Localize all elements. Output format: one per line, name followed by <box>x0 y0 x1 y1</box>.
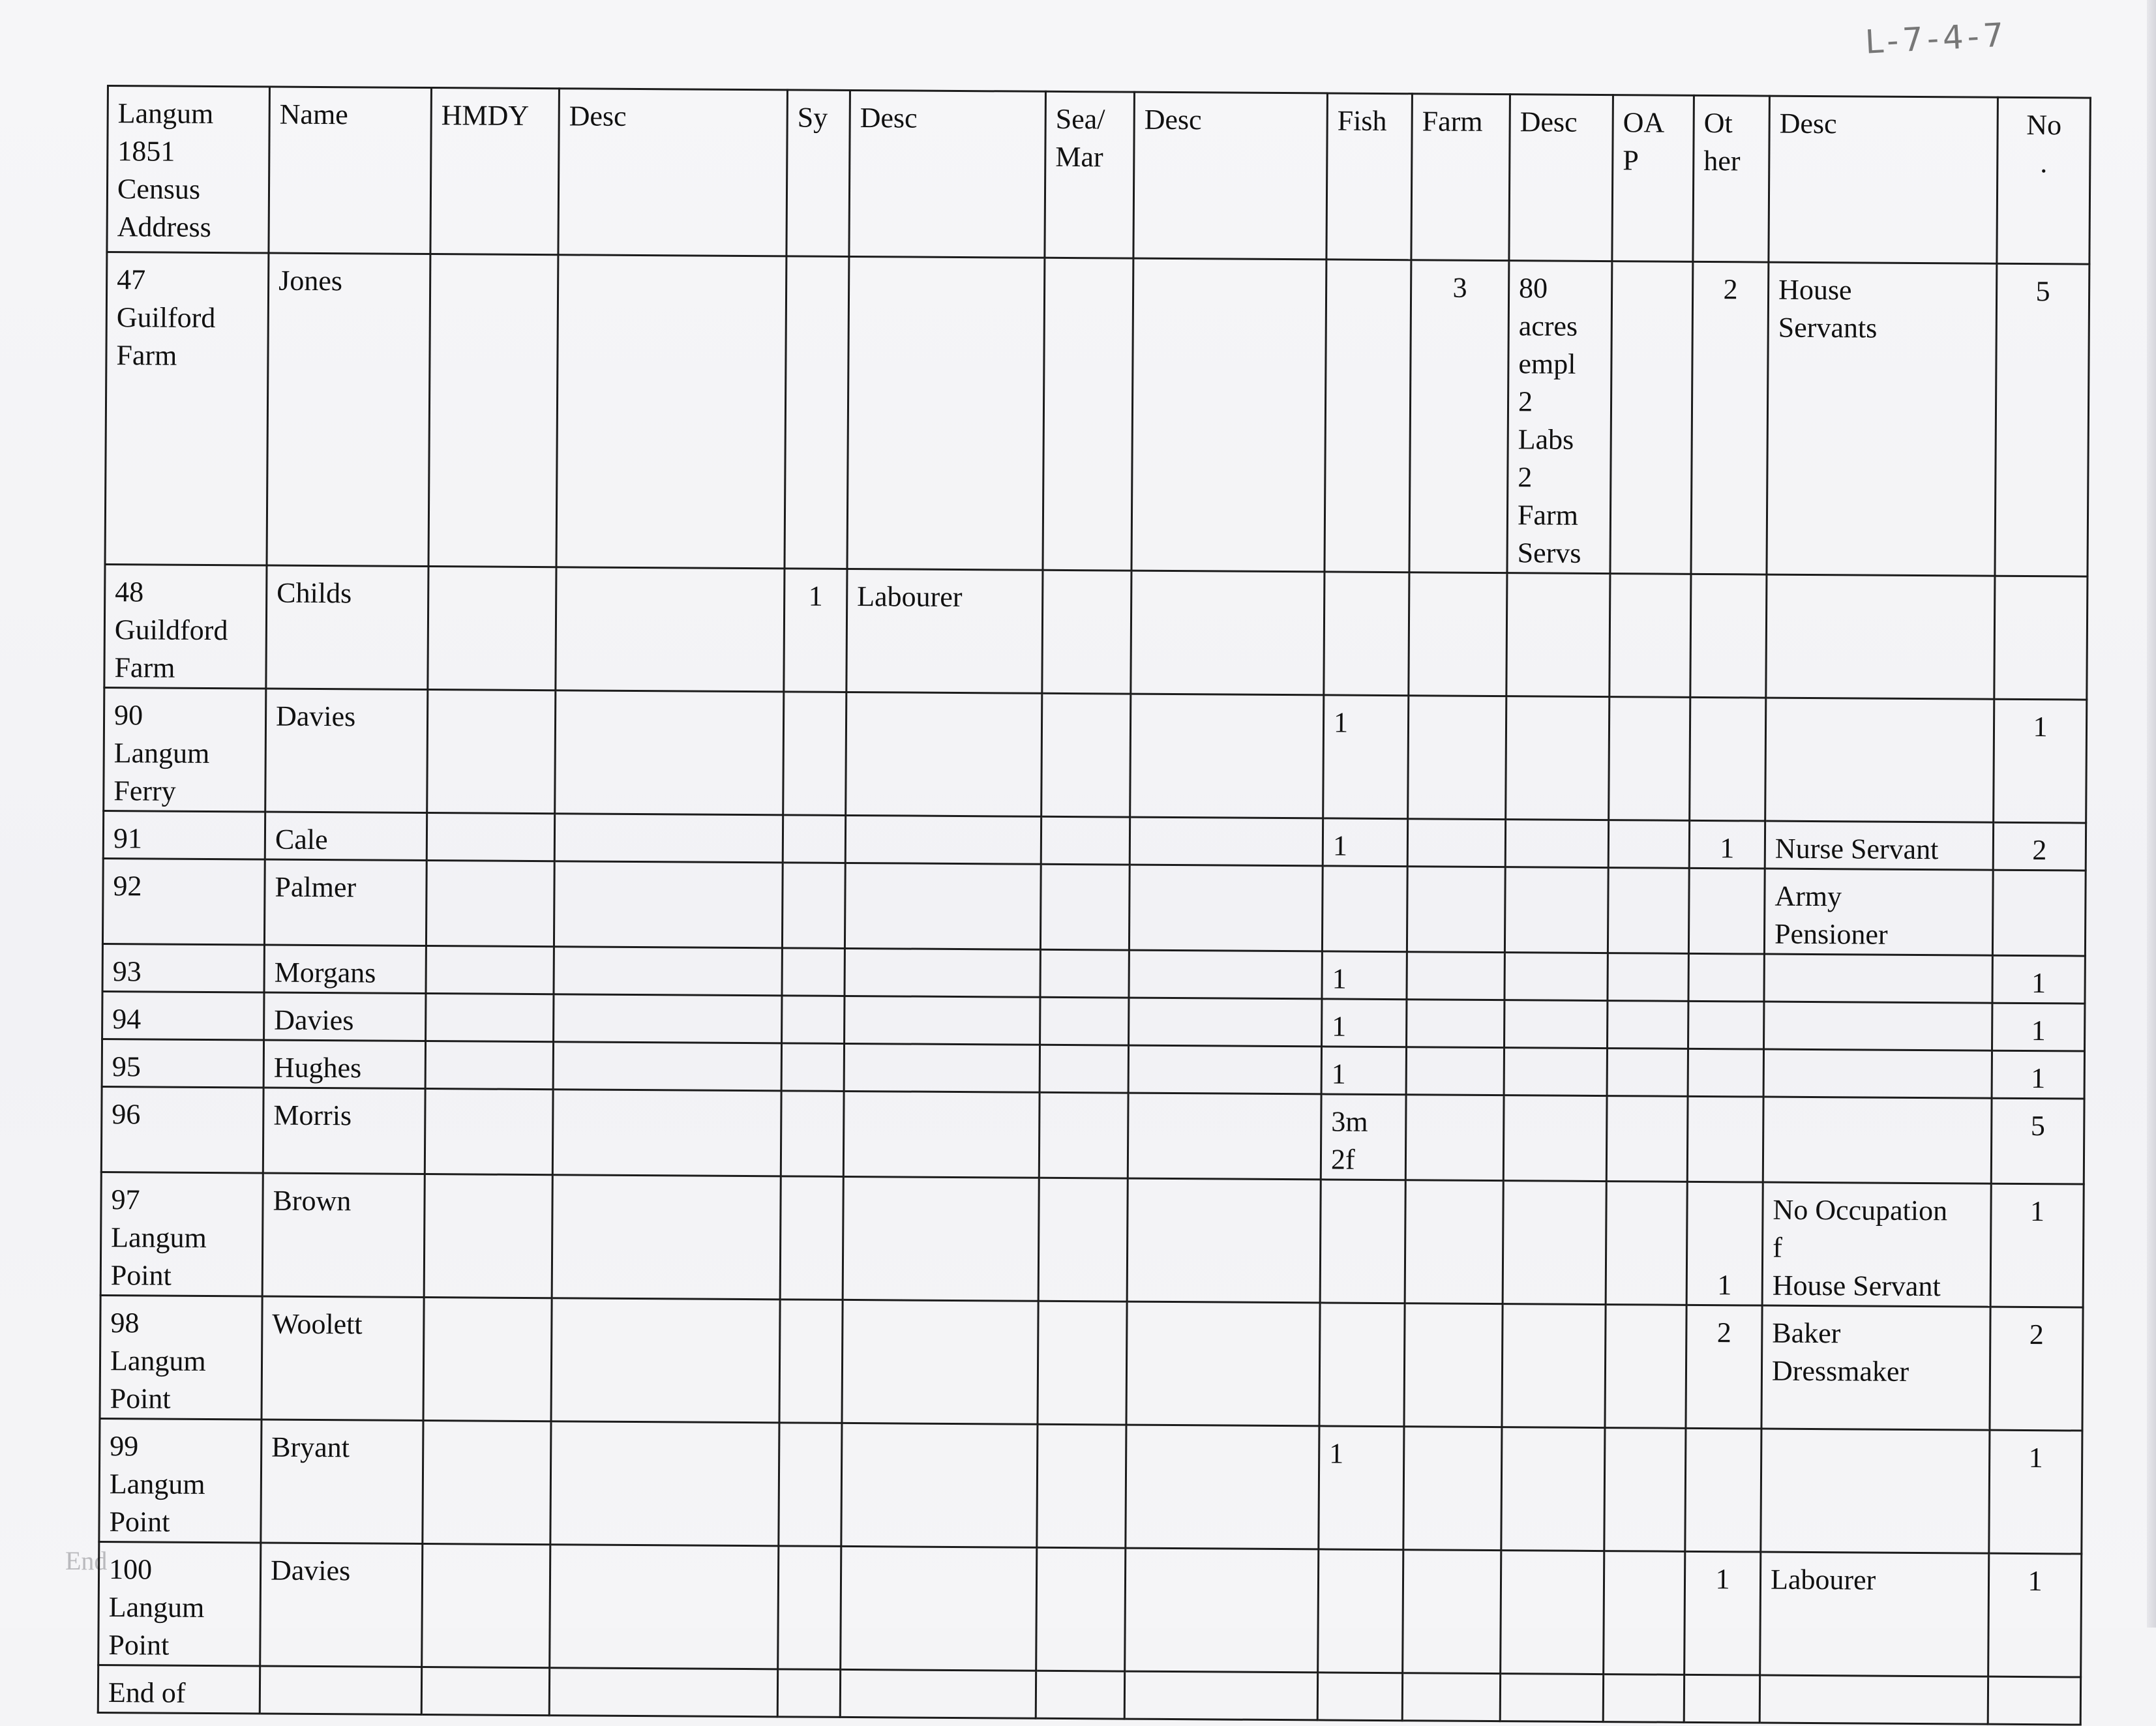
sea-mar-cell <box>1040 949 1129 998</box>
desc-cell <box>554 994 782 1043</box>
other-cell <box>1688 1049 1763 1097</box>
sea-mar-cell <box>1042 570 1131 694</box>
address-cell: 91 <box>103 811 265 859</box>
oap-cell <box>1608 1001 1688 1049</box>
sea-mar-cell <box>1040 997 1129 1045</box>
other-cell: 1 <box>1689 820 1765 869</box>
sea-mar-cell <box>1043 258 1133 571</box>
hmdy-cell <box>421 1667 549 1715</box>
other-desc-cell <box>1766 574 1995 699</box>
address-cell: 48 Guildford Farm <box>104 564 267 689</box>
farm-desc-cell <box>1503 1095 1607 1182</box>
address-cell: 98 Langum Point <box>100 1295 262 1420</box>
desc-cell <box>1126 1302 1320 1426</box>
name-cell <box>260 1666 421 1715</box>
oap-cell <box>1610 574 1691 698</box>
name-cell: Bryant <box>261 1420 423 1544</box>
sy-desc-cell: Labourer <box>846 569 1043 693</box>
other-cell: 1 <box>1684 1551 1761 1675</box>
farm-desc-cell <box>1501 1551 1604 1674</box>
no-cell: 1 <box>1994 699 2087 823</box>
oap-cell <box>1609 697 1690 821</box>
desc-cell <box>552 1175 781 1300</box>
address-cell: 99 Langum Point <box>99 1418 262 1543</box>
address-cell: End of <box>98 1665 260 1714</box>
sy-cell <box>779 1423 842 1547</box>
desc-cell <box>1130 694 1324 818</box>
fish-cell: 1 <box>1323 818 1407 867</box>
header-desc-5: Desc <box>1769 96 1998 263</box>
farm-desc-cell <box>1503 1181 1606 1305</box>
farm-desc-cell <box>1506 573 1610 697</box>
address-cell: 96 <box>101 1086 263 1173</box>
other-desc-cell <box>1764 1002 1992 1050</box>
desc-cell <box>554 861 783 948</box>
sy-desc-cell <box>843 1176 1039 1301</box>
name-cell: Davies <box>265 689 428 813</box>
sy-cell <box>782 996 845 1044</box>
name-cell: Morris <box>263 1088 425 1174</box>
name-cell: Hughes <box>263 1040 425 1089</box>
table-row <box>98 1541 2082 1677</box>
farm-desc-cell: 80 acres empl 2 Labs 2 Farm Servs <box>1507 261 1612 574</box>
header-sy: Sy <box>786 90 850 257</box>
header-hmdy: HMDY <box>430 88 560 255</box>
sy-cell <box>783 692 846 816</box>
address-cell: 97 Langum Point <box>100 1172 263 1296</box>
address-cell: 94 <box>102 991 264 1040</box>
farm-desc-cell <box>1505 953 1608 1001</box>
other-desc-cell: No Occupation f House Servant <box>1762 1182 1991 1307</box>
header-name: Name <box>269 87 432 254</box>
name-cell: Childs <box>266 565 428 690</box>
hmdy-cell <box>428 254 558 567</box>
oap-cell <box>1610 261 1693 574</box>
name-cell: Brown <box>262 1173 425 1298</box>
hmdy-cell <box>426 946 554 994</box>
desc-cell <box>1129 865 1323 951</box>
other-cell: 1 <box>1686 1182 1763 1305</box>
other-desc-cell <box>1761 1429 1990 1553</box>
farm-cell <box>1405 1095 1504 1181</box>
sea-mar-cell <box>1037 1424 1126 1548</box>
desc-cell <box>1125 1548 1319 1673</box>
farm-cell <box>1403 1427 1502 1551</box>
desc-cell <box>555 691 784 815</box>
other-cell: 2 <box>1686 1305 1762 1429</box>
name-cell: Morgans <box>264 945 426 994</box>
table-row <box>101 1086 2084 1184</box>
other-desc-cell <box>1765 698 1994 822</box>
farm-desc-cell <box>1500 1674 1603 1722</box>
address-cell: 95 <box>102 1039 263 1088</box>
desc-cell <box>554 947 782 996</box>
sy-desc-cell <box>845 863 1041 949</box>
table-row <box>100 1172 2084 1307</box>
no-cell: 1 <box>1990 1183 2084 1307</box>
header-farm: Farm <box>1411 94 1510 261</box>
other-cell <box>1687 1096 1763 1182</box>
header-no: No . <box>1997 97 2091 264</box>
hmdy-cell <box>427 690 556 814</box>
farm-desc-cell <box>1505 1000 1608 1049</box>
no-cell: 2 <box>1993 822 2086 870</box>
address-cell: 90 Langum Ferry <box>104 687 266 812</box>
table-row <box>100 1295 2083 1431</box>
farm-cell <box>1405 1180 1503 1304</box>
farm-cell <box>1407 952 1505 1000</box>
hmdy-cell <box>428 567 556 691</box>
farm-cell <box>1408 696 1506 820</box>
address-cell: 100 Langum Point <box>98 1541 261 1666</box>
header-oap: OA P <box>1612 95 1694 262</box>
sy-desc-cell <box>843 1091 1040 1178</box>
farm-desc-cell <box>1506 696 1610 820</box>
header-address: Langum 1851 Census Address <box>107 86 270 254</box>
desc-cell <box>550 1421 779 1546</box>
sy-desc-cell <box>840 1669 1036 1718</box>
other-desc-cell <box>1764 954 1992 1003</box>
table-row <box>105 252 2089 577</box>
sea-mar-cell <box>1040 1045 1128 1093</box>
fish-cell: 1 <box>1323 695 1409 819</box>
farm-desc-cell <box>1505 867 1608 953</box>
sea-mar-cell <box>1036 1671 1124 1719</box>
sea-mar-cell <box>1041 693 1131 817</box>
table-row <box>99 1418 2082 1554</box>
oap-cell <box>1607 1049 1688 1097</box>
fish-cell: 1 <box>1322 999 1407 1047</box>
desc-cell <box>550 1545 779 1669</box>
fish-cell: 1 <box>1322 951 1407 1000</box>
sy-cell <box>782 948 845 996</box>
name-cell: Davies <box>260 1543 423 1667</box>
header-fish: Fish <box>1326 93 1413 260</box>
farm-cell <box>1409 573 1507 696</box>
sea-mar-cell <box>1036 1547 1126 1671</box>
no-cell: 5 <box>1991 1098 2084 1184</box>
other-desc-cell: House Servants <box>1767 262 1997 576</box>
sy-cell <box>782 863 845 949</box>
fish-cell <box>1317 1673 1402 1721</box>
header-desc-4: Desc <box>1509 95 1613 261</box>
desc-cell <box>1129 998 1322 1047</box>
sy-desc-cell <box>841 1423 1038 1547</box>
other-cell <box>1688 953 1764 1002</box>
fish-cell: 1 <box>1319 1426 1404 1550</box>
name-cell: Cale <box>265 812 427 861</box>
farm-cell <box>1402 1673 1500 1721</box>
sy-cell <box>785 256 849 569</box>
fish-cell <box>1318 1549 1403 1673</box>
hmdy-cell <box>422 1543 550 1667</box>
oap-cell <box>1606 1096 1688 1182</box>
sy-desc-cell <box>842 1300 1038 1424</box>
sea-mar-cell <box>1039 1092 1128 1178</box>
oap-cell <box>1606 1182 1687 1305</box>
sea-mar-cell <box>1041 816 1130 865</box>
farm-desc-cell <box>1501 1427 1605 1551</box>
header-other: Ot her <box>1693 95 1770 262</box>
desc-cell <box>554 814 783 863</box>
farm-cell <box>1404 1303 1503 1427</box>
header-desc-3: Desc <box>1133 92 1328 260</box>
table-row <box>104 564 2088 700</box>
no-cell: 1 <box>1992 955 2085 1004</box>
sy-cell <box>780 1176 843 1300</box>
hmdy-cell <box>424 1174 552 1298</box>
no-cell: 2 <box>1990 1307 2083 1431</box>
other-cell <box>1690 697 1766 821</box>
other-cell: 2 <box>1691 261 1769 574</box>
hmdy-cell <box>425 1089 553 1175</box>
desc-cell <box>1131 258 1326 572</box>
fish-cell: 3m 2f <box>1321 1094 1406 1180</box>
table-row <box>102 858 2086 956</box>
other-desc-cell: Army Pensioner <box>1764 869 1993 955</box>
sy-desc-cell <box>841 1546 1037 1671</box>
oap-cell <box>1608 868 1689 954</box>
no-cell: 1 <box>1989 1430 2082 1554</box>
other-desc-cell: Labourer <box>1760 1552 1989 1676</box>
header-sea-mar: Sea/ Mar <box>1045 91 1135 258</box>
sy-desc-cell <box>847 256 1045 570</box>
sy-cell <box>779 1300 843 1423</box>
sea-mar-cell <box>1038 1301 1127 1425</box>
desc-cell <box>551 1298 780 1423</box>
header-desc-1: Desc <box>558 89 788 256</box>
desc-cell <box>549 1668 777 1717</box>
no-cell: 1 <box>1988 1553 2082 1677</box>
desc-cell <box>552 1090 781 1176</box>
fish-cell <box>1324 572 1409 696</box>
other-cell <box>1684 1674 1759 1723</box>
other-cell <box>1690 574 1767 698</box>
desc-cell <box>556 255 786 569</box>
sy-desc-cell <box>845 996 1040 1045</box>
fish-cell <box>1322 866 1407 952</box>
sy-cell <box>783 815 845 863</box>
sy-cell <box>777 1669 840 1718</box>
address-cell: 93 <box>102 944 264 992</box>
other-desc-cell: Baker Dressmaker <box>1761 1305 1990 1430</box>
other-desc-cell <box>1763 1097 1992 1183</box>
sea-mar-cell <box>1040 864 1130 950</box>
oap-cell <box>1603 1674 1684 1723</box>
census-table <box>97 85 2091 1726</box>
address-cell: 47 Guilford Farm <box>105 252 269 566</box>
no-cell <box>1994 576 2088 700</box>
farm-desc-cell <box>1505 820 1608 868</box>
hmdy-cell <box>426 994 554 1042</box>
fish-cell: 1 <box>1321 1047 1406 1095</box>
desc-cell <box>1128 1093 1321 1180</box>
desc-cell <box>1130 817 1323 866</box>
farm-cell <box>1407 819 1505 867</box>
no-cell <box>1992 870 2086 956</box>
farm-desc-cell <box>1504 1048 1607 1096</box>
hmdy-cell <box>423 1298 552 1421</box>
sy-desc-cell <box>845 948 1040 997</box>
bleed-through-text: End <box>65 1546 108 1575</box>
hmdy-cell <box>427 813 554 861</box>
desc-cell <box>1131 571 1325 695</box>
name-cell: Jones <box>267 253 430 567</box>
no-cell: 5 <box>1995 263 2089 576</box>
other-cell <box>1688 1001 1764 1049</box>
sy-cell <box>778 1546 841 1670</box>
name-cell: Palmer <box>264 859 427 946</box>
no-cell <box>1988 1676 2080 1725</box>
sy-cell <box>781 1091 844 1177</box>
oap-cell <box>1604 1551 1685 1675</box>
oap-cell <box>1605 1305 1686 1429</box>
hmdy-cell <box>423 1421 551 1545</box>
desc-cell <box>1126 1425 1319 1549</box>
sy-cell <box>781 1043 844 1092</box>
scan-edge <box>2147 0 2156 1628</box>
desc-cell <box>556 567 785 692</box>
desc-cell <box>1124 1671 1317 1720</box>
farm-desc-cell <box>1502 1304 1606 1428</box>
oap-cell <box>1608 820 1689 869</box>
fish-cell <box>1320 1180 1405 1303</box>
desc-cell <box>1128 1045 1321 1094</box>
farm-cell <box>1407 867 1505 953</box>
sea-mar-cell <box>1038 1178 1128 1302</box>
reference-mark: L-7-4-7 <box>1864 16 2009 61</box>
sy-cell: 1 <box>784 569 847 692</box>
oap-cell <box>1604 1428 1686 1552</box>
oap-cell <box>1608 953 1688 1002</box>
hmdy-cell <box>425 1041 553 1090</box>
desc-cell <box>553 1042 781 1091</box>
no-cell: 1 <box>1992 1050 2084 1099</box>
header-row <box>107 86 2091 265</box>
desc-cell <box>1129 950 1322 999</box>
other-desc-cell <box>1763 1049 1992 1098</box>
name-cell: Davies <box>264 992 426 1041</box>
table-row <box>104 687 2087 823</box>
fish-cell <box>1319 1303 1405 1427</box>
header-desc-2: Desc <box>849 90 1046 258</box>
sy-desc-cell <box>844 1043 1040 1092</box>
farm-cell <box>1406 1047 1504 1095</box>
farm-cell: 3 <box>1409 260 1509 573</box>
farm-cell <box>1407 1000 1505 1048</box>
farm-cell <box>1403 1550 1501 1674</box>
desc-cell <box>1127 1178 1321 1303</box>
hmdy-cell <box>426 861 554 947</box>
other-desc-cell: Nurse Servant <box>1765 821 1993 870</box>
sy-desc-cell <box>845 815 1041 864</box>
address-cell: 92 <box>102 858 265 945</box>
other-cell <box>1685 1428 1761 1552</box>
no-cell: 1 <box>1992 1003 2085 1051</box>
name-cell: Woolett <box>262 1296 424 1421</box>
sy-desc-cell <box>846 692 1042 816</box>
other-desc-cell <box>1759 1675 1988 1724</box>
other-cell <box>1688 868 1765 954</box>
fish-cell <box>1325 260 1411 573</box>
